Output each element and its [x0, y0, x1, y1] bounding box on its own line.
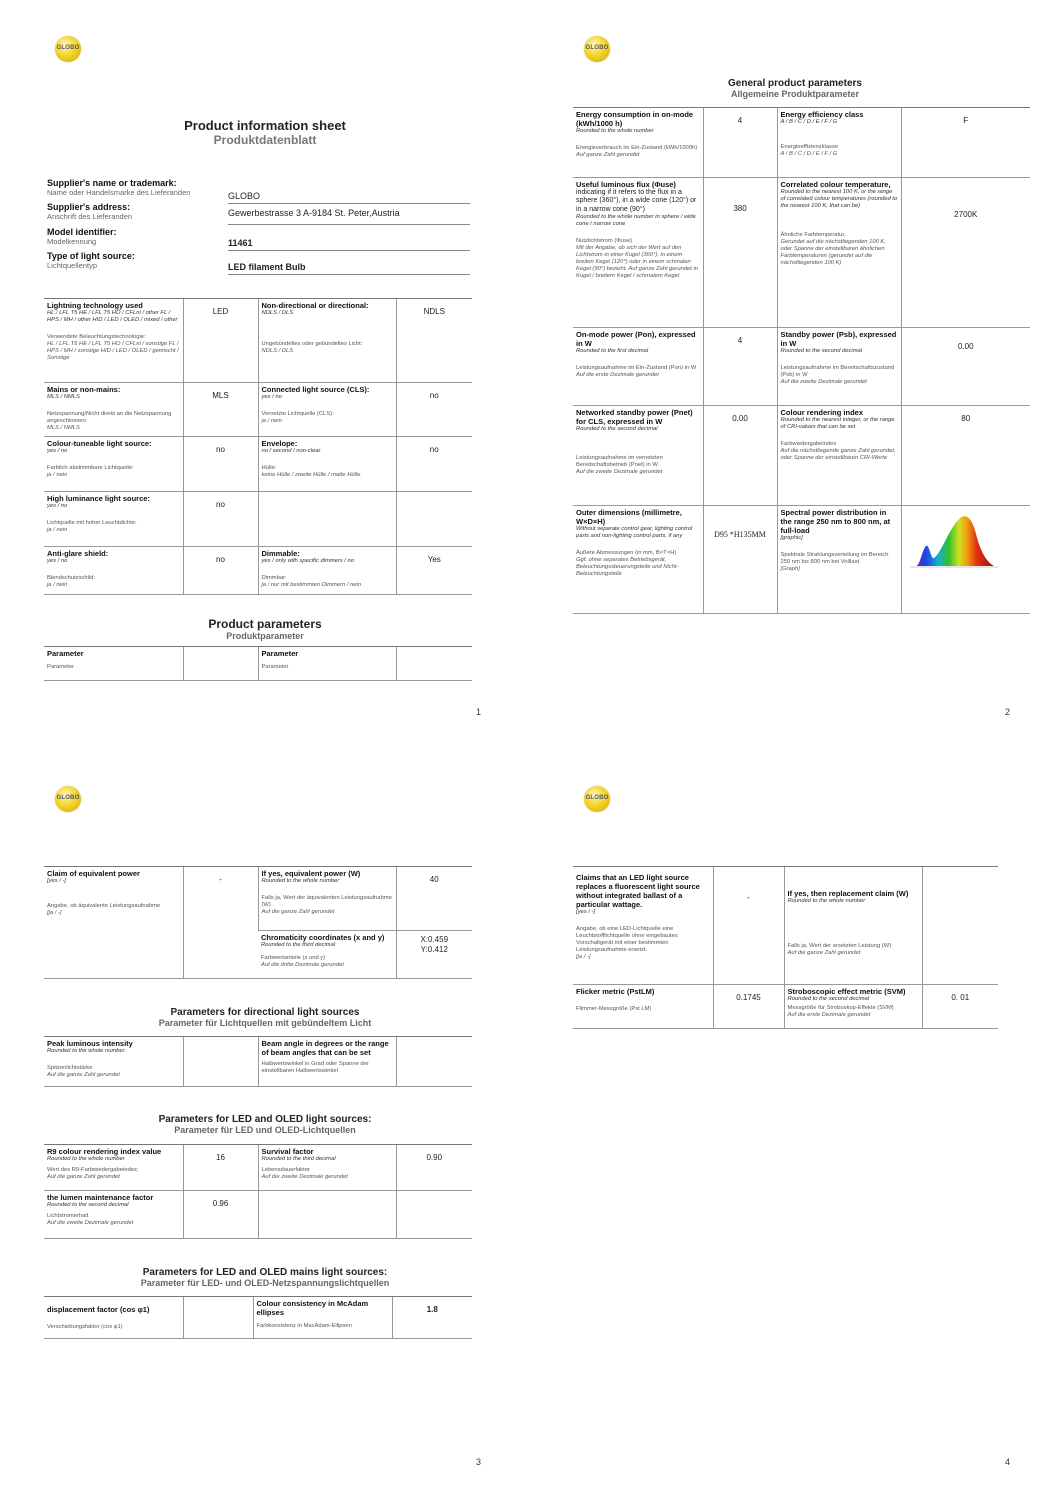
page-number: 1 [476, 707, 482, 717]
globo-logo: GLOBO [55, 36, 81, 62]
replacement-claim-table [573, 866, 998, 1029]
product-parameters-heading: Product parameters Produktparameter [208, 617, 322, 641]
table-row: Parameter Parameter Parameter Parameter [44, 647, 472, 681]
supplier-name-label: Supplier's name or trademark: Name oder Handelsmarke des Lieferanden [47, 178, 191, 197]
table-row: Claims that an LED light source replaces a fluorescent light source without integrated ballast of a particular wattage. [yes / -] Angabe, ob eine LED-Lichtquelle eine Leuchtstofflichtquelle ohne eingebautes Vorschaltgerät mit einer bestimmten Leistungsaufnahme ersetzt. [ja / -] - If yes, then replacement claim (W) Rounded to the whole number Falls ja, Wert der ersetzten Leistung (W) Auf die ganze Zahl gerundet [573, 867, 998, 985]
table-row: Mains or non-mains: MLS / NMLS Netzspannung/Nicht direkt an die Netzspannung angeschlossen: MLS / NMLS MLS Connected light source (CLS): yes / no Vernetzte Lichtquelle (CLS): ja / nein no [44, 383, 472, 437]
product-parameters-table [44, 646, 472, 681]
supplier-address-label: Supplier's address: Anschrift des Lieferanden [47, 202, 133, 221]
general-parameters-table [573, 107, 1030, 614]
model-identifier-value: 11461 [228, 238, 470, 251]
table-row: Colour-tuneable light source: yes / no Farblich abstimmbare Lichtquelle: ja / nein no Envelope: no / second / non-clear Hülle: keine Hülle / zweite Hülle / matte Hülle no [44, 437, 472, 492]
led-parameters-table [44, 1144, 472, 1239]
equivalent-power-table [44, 866, 472, 979]
table-row: the lumen maintenance factor Rounded to the second decimal Lichtstromerhalt Auf die zweite Dezimale gerundet 0.96 [44, 1191, 472, 1239]
light-source-type-value: LED filament Bulb [228, 262, 470, 275]
directional-parameters-heading: Parameters for directional light sources Parameter für Lichtquellen mit gebündeltem Licht [158, 1007, 372, 1028]
table-row: Useful luminous flux (Φuse) indicating if it refers to the flux in a sphere (360°), in a wide cone (120°) or in a narrow cone (90°) Rounded to the whole number in sphere / wide cone / narrow cone Nutzlichtstrom (Φuse) Mit der Angabe, ob sich der Wert auf den Lichtstrom in einer Kugel (360°), in einem breiten Kegel (120°) oder in einem schmalen Kegel (90°) bezieht. Auf ganze Zahl gerundet in Kugel / breitem Kegel / schmalem Kegel 380 Correlated colour temperature, Rounded to the nearest 100 K, or the range of correlated colour temperatures (rounded to the nearest 100 K, that can be) Ähnliche Farbtemperatur, Gerundet auf die nächstliegenden 100 K, oder Spanne der einstellbaren ähnlichen Farbtemperaturen (gerundet auf die nächstliegenden 100 K) 2700K [573, 178, 1030, 328]
directional-parameters-table [44, 1036, 472, 1087]
table-row: Networked standby power (Pnet) for CLS, expressed in W Rounded to the second decimal Leistungsaufnahme im vernetzten Bereitschaftsbetrieb (Pnet) in W Auf die zweite Dezimale gerundet 0.00 Colour rendering index Rounded to the nearest integer, or the range of CRI-values that can be set Farbwiedergabeindex Auf die nächstliegende ganze Zahl gerundet, oder Spanne der einstellbaren CRI-Werte 80 [573, 406, 1030, 506]
page1-product-table [44, 298, 472, 595]
supplier-name-value: GLOBO [228, 191, 470, 204]
table-row: Outer dimensions (millimetre, W×D×H) Without separate control gear, lighting control parts and non-lighting control parts, if any Äußere Abmessungen (in mm, B×T×H) Ggf. ohne separates Betriebsgerät, Beleuchtungssteuerungsteile und Nicht-Beleuchtungsteile D95 *H135MM Spectral power distribution in the range 250 nm to 800 nm, at full-load [graphic] Spektrale Strahlungsverteilung im Bereich 250 nm bis 800 nm bei Volllast [Graph] [573, 506, 1030, 614]
globo-logo: GLOBO [584, 36, 610, 62]
spectral-power-distribution-graph [906, 510, 1000, 570]
globo-logo: GLOBO [584, 786, 610, 812]
table-row: displacement factor (cos φ1) Verschiebungsfaktor (cos φ1) Colour consistency in McAdam ellipses Farbkonsistenz in MacAdam-Ellipsen 1.8 [44, 1297, 472, 1339]
table-row: Lightning technology used HL / LFL T5 HE / LFL T5 HO / CFLni / other FL / HPS / MH / other HID / LED / OLED / mixed / other Verwendete Beleuchtungstechnologie: HL / LFL T5 HE / LFL T5 HO / CFLni / sonstige FL / HPS / MH / sonstige HID / LED / OLED / gemischt / Sonstige LED Non-directional or directional: NDLS / DLS Ungebündeltes oder gebündeltes Licht: NDLS / DLS NDLS [44, 299, 472, 383]
mains-parameters-heading: Parameters for LED and OLED mains light sources: Parameter für LED- und OLED-Netzspannungslichtquellen [140, 1267, 390, 1288]
table-row: Chromaticity coordinates (x and y) Rounded to the third decimal Farbwertanteile (x und y) Auf die dritte Dezimale gerundet X:0.459 Y:0.412 [44, 931, 472, 979]
globo-logo: GLOBO [55, 786, 81, 812]
table-row: Claim of equivalent power [yes / -] Angabe, ob äquivalente Leistungsaufnahme [ja / -] - If yes, equivalent power (W) Rounded to the whole number Falls ja, Wert der äquivalenten Leistungsaufnahme (W) Auf die ganze Zahl gerundet 40 [44, 867, 472, 931]
page1-title: Product information sheet Produktdatenblatt [184, 118, 346, 147]
page-number: 2 [1005, 707, 1011, 717]
table-row: High luminance light source: yes / no Lichtquelle mit hoher Leuchtdichte: ja / nein no [44, 492, 472, 547]
led-parameters-heading: Parameters for LED and OLED light sources: Parameter für LED und OLED-Lichtquellen [158, 1114, 372, 1135]
table-row: R9 colour rendering index value Rounded to the whole number Wert des R9-Farbwiedergabeindex; Auf die ganze Zahl gerundet 16 Survival factor Rounded to the third decimal Lebensdauerfaktor Auf die zweite Dezimale gerundet 0.90 [44, 1145, 472, 1191]
page2-title: General product parameters Allgemeine Produktparameter [728, 78, 862, 99]
table-row: Energy consumption in on-mode (kWh/1000 h) Rounded to the whole number Energieverbrauch im Ein-Zustand (kWh/1000h) Auf ganze Zahl gerundet 4 Energy efficiency class A / B / C / D / E / F / G Energieeffizienzklasse A / B / C / D / E / F / G F [573, 108, 1030, 178]
table-row: Flicker metric (PstLM) Flimmer-Messgröße (Pst LM) 0.1745 Stroboscopic effect metric (SVM) Rounded to the second decimal Messgröße für Stroboskop-Effekte (SVM) Auf die erste Dezimale gerundet 0. 01 [573, 985, 998, 1029]
page-number: 4 [1005, 1457, 1011, 1467]
light-source-type-label: Type of light source: Lichtquellentyp [47, 251, 135, 270]
page-number: 3 [476, 1457, 482, 1467]
model-identifier-label: Model identifier: Modelkennung [47, 227, 117, 246]
table-row: Peak luminous intensity Rounded to the whole number Spitzenlichtstärke Auf die ganze Zahl gerundet Beam angle in degrees or the range of beam angles that can be set Halbwertswinkel in Grad oder Spanne der einstellbaren Halbwertswinkel [44, 1037, 472, 1087]
mains-parameters-table [44, 1296, 472, 1339]
supplier-address-value: Gewerbestrasse 3 A-9184 St. Peter,Austria [228, 208, 470, 225]
spectral-graph-cell [901, 506, 1030, 614]
table-row: On-mode power (Pon), expressed in W Rounded to the first decimal Leistungsaufnahme im Ein-Zustand (Pon) in W Auf die erste Dezimale gerundet 4 Standby power (Psb), expressed in W Rounded to the second decimal Leistungsaufnahme im Bereitschaftszustand (Psb) in W Auf die zweite Dezimale gerundet 0.00 [573, 328, 1030, 406]
table-row: Anti-glare shield: yes / no Blendschutzschild: ja / nein no Dimmable: yes / only with specific dimmers / no Dimmbar: ja / nur mit bestimmten Dimmern / nein Yes [44, 547, 472, 595]
